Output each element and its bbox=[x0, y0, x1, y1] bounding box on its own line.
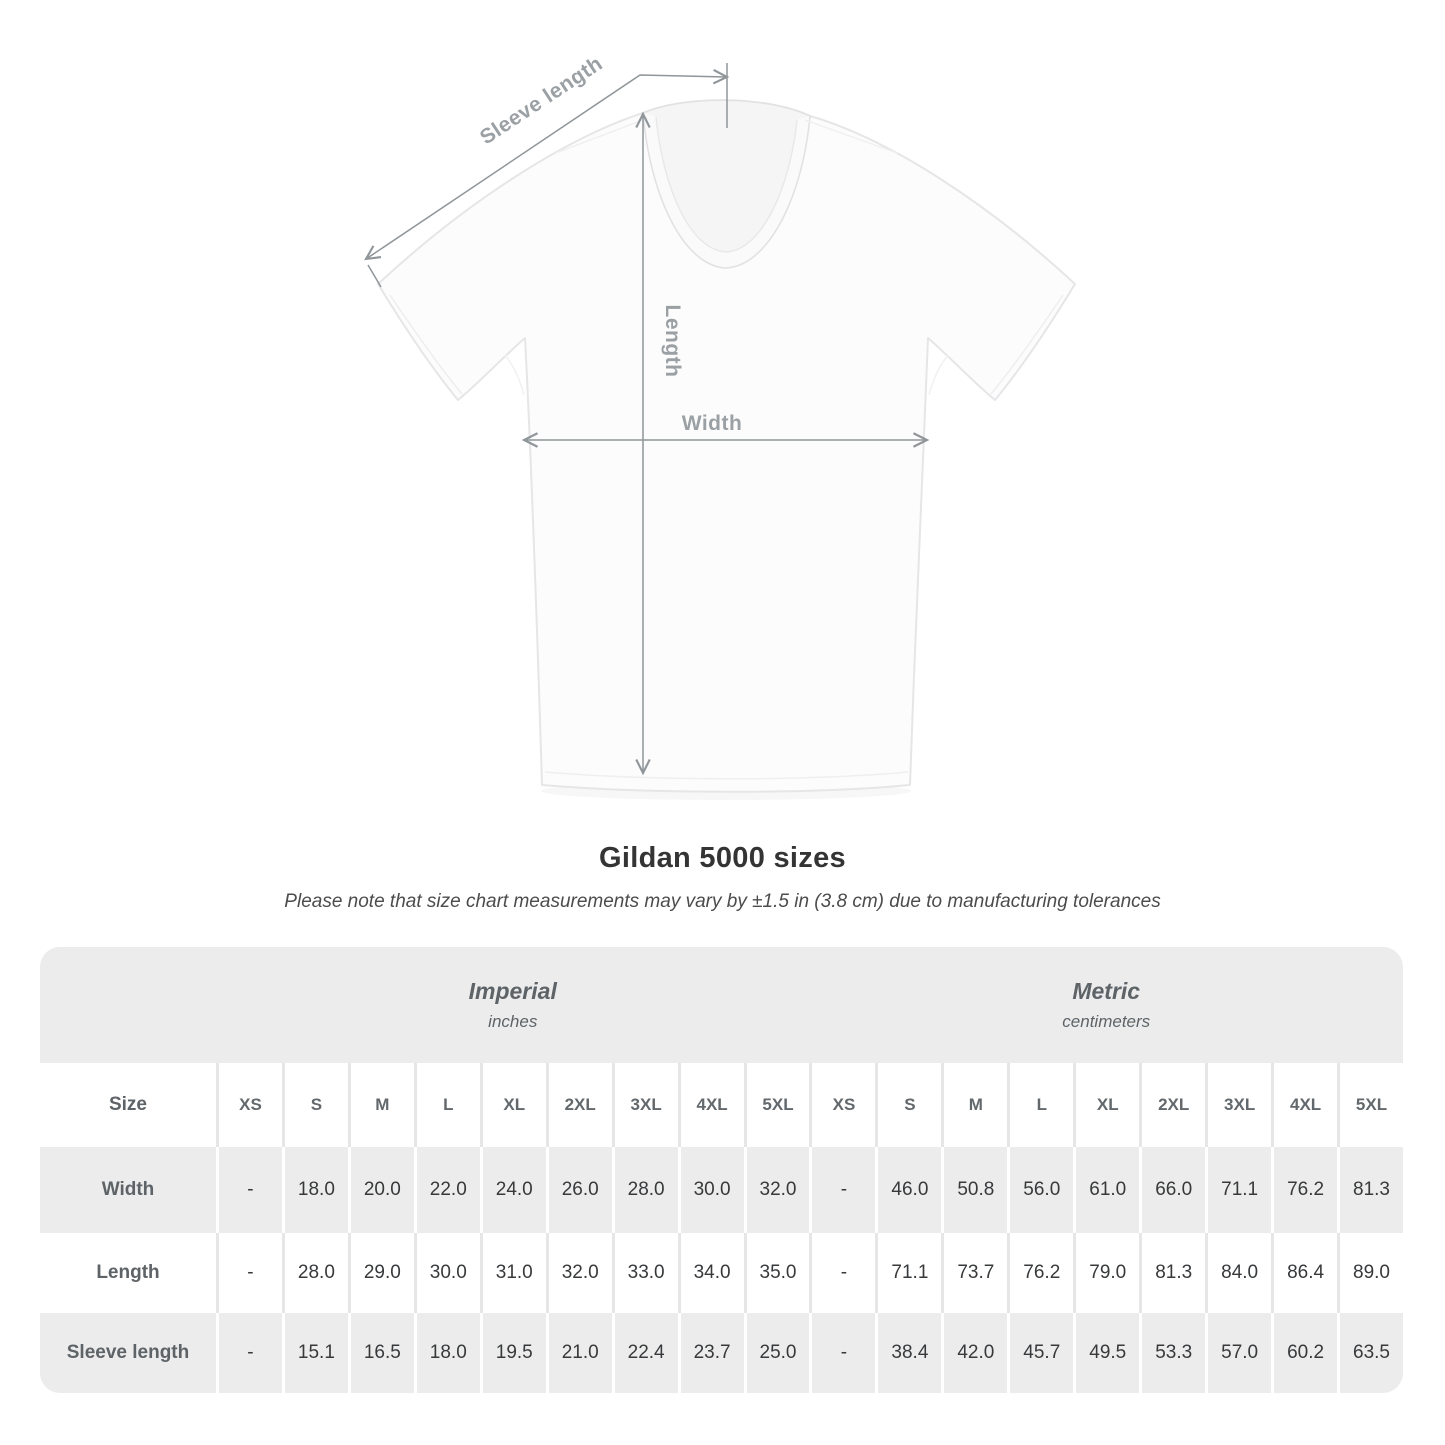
width-label: Width bbox=[681, 412, 743, 435]
column-header-imperial-l: L bbox=[414, 1063, 480, 1147]
sleeve-imperial-5xl: 25.0 bbox=[744, 1313, 810, 1393]
length-metric-l: 76.2 bbox=[1007, 1233, 1073, 1313]
column-header-metric-2xl: 2XL bbox=[1139, 1063, 1205, 1147]
sleeve-metric-xs: - bbox=[809, 1313, 875, 1393]
sleeve-metric-l: 45.7 bbox=[1007, 1313, 1073, 1393]
page-subtitle: Please note that size chart measurements may vary by ±1.5 in (3.8 cm) due to manufacturing tolerances bbox=[284, 891, 1161, 912]
row-label-length: Length bbox=[40, 1233, 216, 1313]
sleeve-imperial-xs: - bbox=[216, 1313, 282, 1393]
length-metric-2xl: 81.3 bbox=[1139, 1233, 1205, 1313]
column-header-imperial-2xl: 2XL bbox=[546, 1063, 612, 1147]
length-imperial-3xl: 33.0 bbox=[612, 1233, 678, 1313]
column-header-metric-3xl: 3XL bbox=[1205, 1063, 1271, 1147]
sleeve-length-extension-line bbox=[368, 265, 381, 287]
column-header-imperial-4xl: 4XL bbox=[678, 1063, 744, 1147]
page-title: Gildan 5000 sizes bbox=[599, 842, 846, 874]
sleeve-imperial-l: 18.0 bbox=[414, 1313, 480, 1393]
length-imperial-4xl: 34.0 bbox=[678, 1233, 744, 1313]
column-header-imperial-xs: XS bbox=[216, 1063, 282, 1147]
column-header-imperial-3xl: 3XL bbox=[612, 1063, 678, 1147]
metric-label: Metric bbox=[1072, 978, 1141, 1004]
sleeve-metric-4xl: 60.2 bbox=[1271, 1313, 1337, 1393]
sleeve-metric-s: 38.4 bbox=[875, 1313, 941, 1393]
sleeve-length-label: Sleeve length bbox=[475, 51, 607, 150]
width-imperial-l: 22.0 bbox=[414, 1147, 480, 1233]
sleeve-imperial-xl: 19.5 bbox=[480, 1313, 546, 1393]
width-imperial-xs: - bbox=[216, 1147, 282, 1233]
length-imperial-xl: 31.0 bbox=[480, 1233, 546, 1313]
length-metric-4xl: 86.4 bbox=[1271, 1233, 1337, 1313]
column-header-metric-xl: XL bbox=[1073, 1063, 1139, 1147]
length-imperial-xs: - bbox=[216, 1233, 282, 1313]
column-header-metric-l: L bbox=[1007, 1063, 1073, 1147]
imperial-unit: inches bbox=[488, 1012, 538, 1031]
width-imperial-2xl: 26.0 bbox=[546, 1147, 612, 1233]
width-metric-l: 56.0 bbox=[1007, 1147, 1073, 1233]
column-header-imperial-xl: XL bbox=[480, 1063, 546, 1147]
width-metric-4xl: 76.2 bbox=[1271, 1147, 1337, 1233]
column-header-metric-xs: XS bbox=[809, 1063, 875, 1147]
sleeve-metric-xl: 49.5 bbox=[1073, 1313, 1139, 1393]
length-imperial-5xl: 35.0 bbox=[744, 1233, 810, 1313]
sleeve-metric-m: 42.0 bbox=[941, 1313, 1007, 1393]
width-metric-xs: - bbox=[809, 1147, 875, 1233]
imperial-label: Imperial bbox=[468, 978, 557, 1004]
sleeve-imperial-2xl: 21.0 bbox=[546, 1313, 612, 1393]
column-header-metric-s: S bbox=[875, 1063, 941, 1147]
length-label: Length bbox=[661, 304, 684, 378]
column-header-imperial-m: M bbox=[348, 1063, 414, 1147]
sleeve-imperial-3xl: 22.4 bbox=[612, 1313, 678, 1393]
column-header-metric-5xl: 5XL bbox=[1337, 1063, 1403, 1147]
length-imperial-l: 30.0 bbox=[414, 1233, 480, 1313]
width-metric-s: 46.0 bbox=[875, 1147, 941, 1233]
width-imperial-xl: 24.0 bbox=[480, 1147, 546, 1233]
width-metric-5xl: 81.3 bbox=[1337, 1147, 1403, 1233]
length-imperial-2xl: 32.0 bbox=[546, 1233, 612, 1313]
column-header-imperial-s: S bbox=[282, 1063, 348, 1147]
sleeve-metric-5xl: 63.5 bbox=[1337, 1313, 1403, 1393]
tshirt-graphic bbox=[378, 100, 1075, 792]
width-imperial-3xl: 28.0 bbox=[612, 1147, 678, 1233]
sleeve-imperial-m: 16.5 bbox=[348, 1313, 414, 1393]
length-metric-xs: - bbox=[809, 1233, 875, 1313]
row-label-width: Width bbox=[40, 1147, 216, 1233]
column-header-imperial-5xl: 5XL bbox=[744, 1063, 810, 1147]
width-metric-m: 50.8 bbox=[941, 1147, 1007, 1233]
length-metric-s: 71.1 bbox=[875, 1233, 941, 1313]
sleeve-imperial-s: 15.1 bbox=[282, 1313, 348, 1393]
band-corner bbox=[40, 947, 216, 1063]
sleeve-imperial-4xl: 23.7 bbox=[678, 1313, 744, 1393]
row-label-sleeve-length: Sleeve length bbox=[40, 1313, 216, 1393]
length-imperial-s: 28.0 bbox=[282, 1233, 348, 1313]
width-metric-3xl: 71.1 bbox=[1205, 1147, 1271, 1233]
length-metric-3xl: 84.0 bbox=[1205, 1233, 1271, 1313]
size-column-header: Size bbox=[40, 1063, 216, 1147]
sleeve-metric-3xl: 57.0 bbox=[1205, 1313, 1271, 1393]
column-header-metric-4xl: 4XL bbox=[1271, 1063, 1337, 1147]
column-header-metric-m: M bbox=[941, 1063, 1007, 1147]
metric-section-header bbox=[809, 947, 1403, 1063]
width-imperial-s: 18.0 bbox=[282, 1147, 348, 1233]
length-metric-5xl: 89.0 bbox=[1337, 1233, 1403, 1313]
sleeve-metric-2xl: 53.3 bbox=[1139, 1313, 1205, 1393]
width-metric-xl: 61.0 bbox=[1073, 1147, 1139, 1233]
size-chart-table bbox=[40, 947, 1403, 1393]
metric-unit: centimeters bbox=[1062, 1012, 1151, 1031]
imperial-section-header bbox=[216, 947, 809, 1063]
width-metric-2xl: 66.0 bbox=[1139, 1147, 1205, 1233]
length-metric-m: 73.7 bbox=[941, 1233, 1007, 1313]
width-imperial-4xl: 30.0 bbox=[678, 1147, 744, 1233]
width-imperial-5xl: 32.0 bbox=[744, 1147, 810, 1233]
width-imperial-m: 20.0 bbox=[348, 1147, 414, 1233]
length-metric-xl: 79.0 bbox=[1073, 1233, 1139, 1313]
length-imperial-m: 29.0 bbox=[348, 1233, 414, 1313]
